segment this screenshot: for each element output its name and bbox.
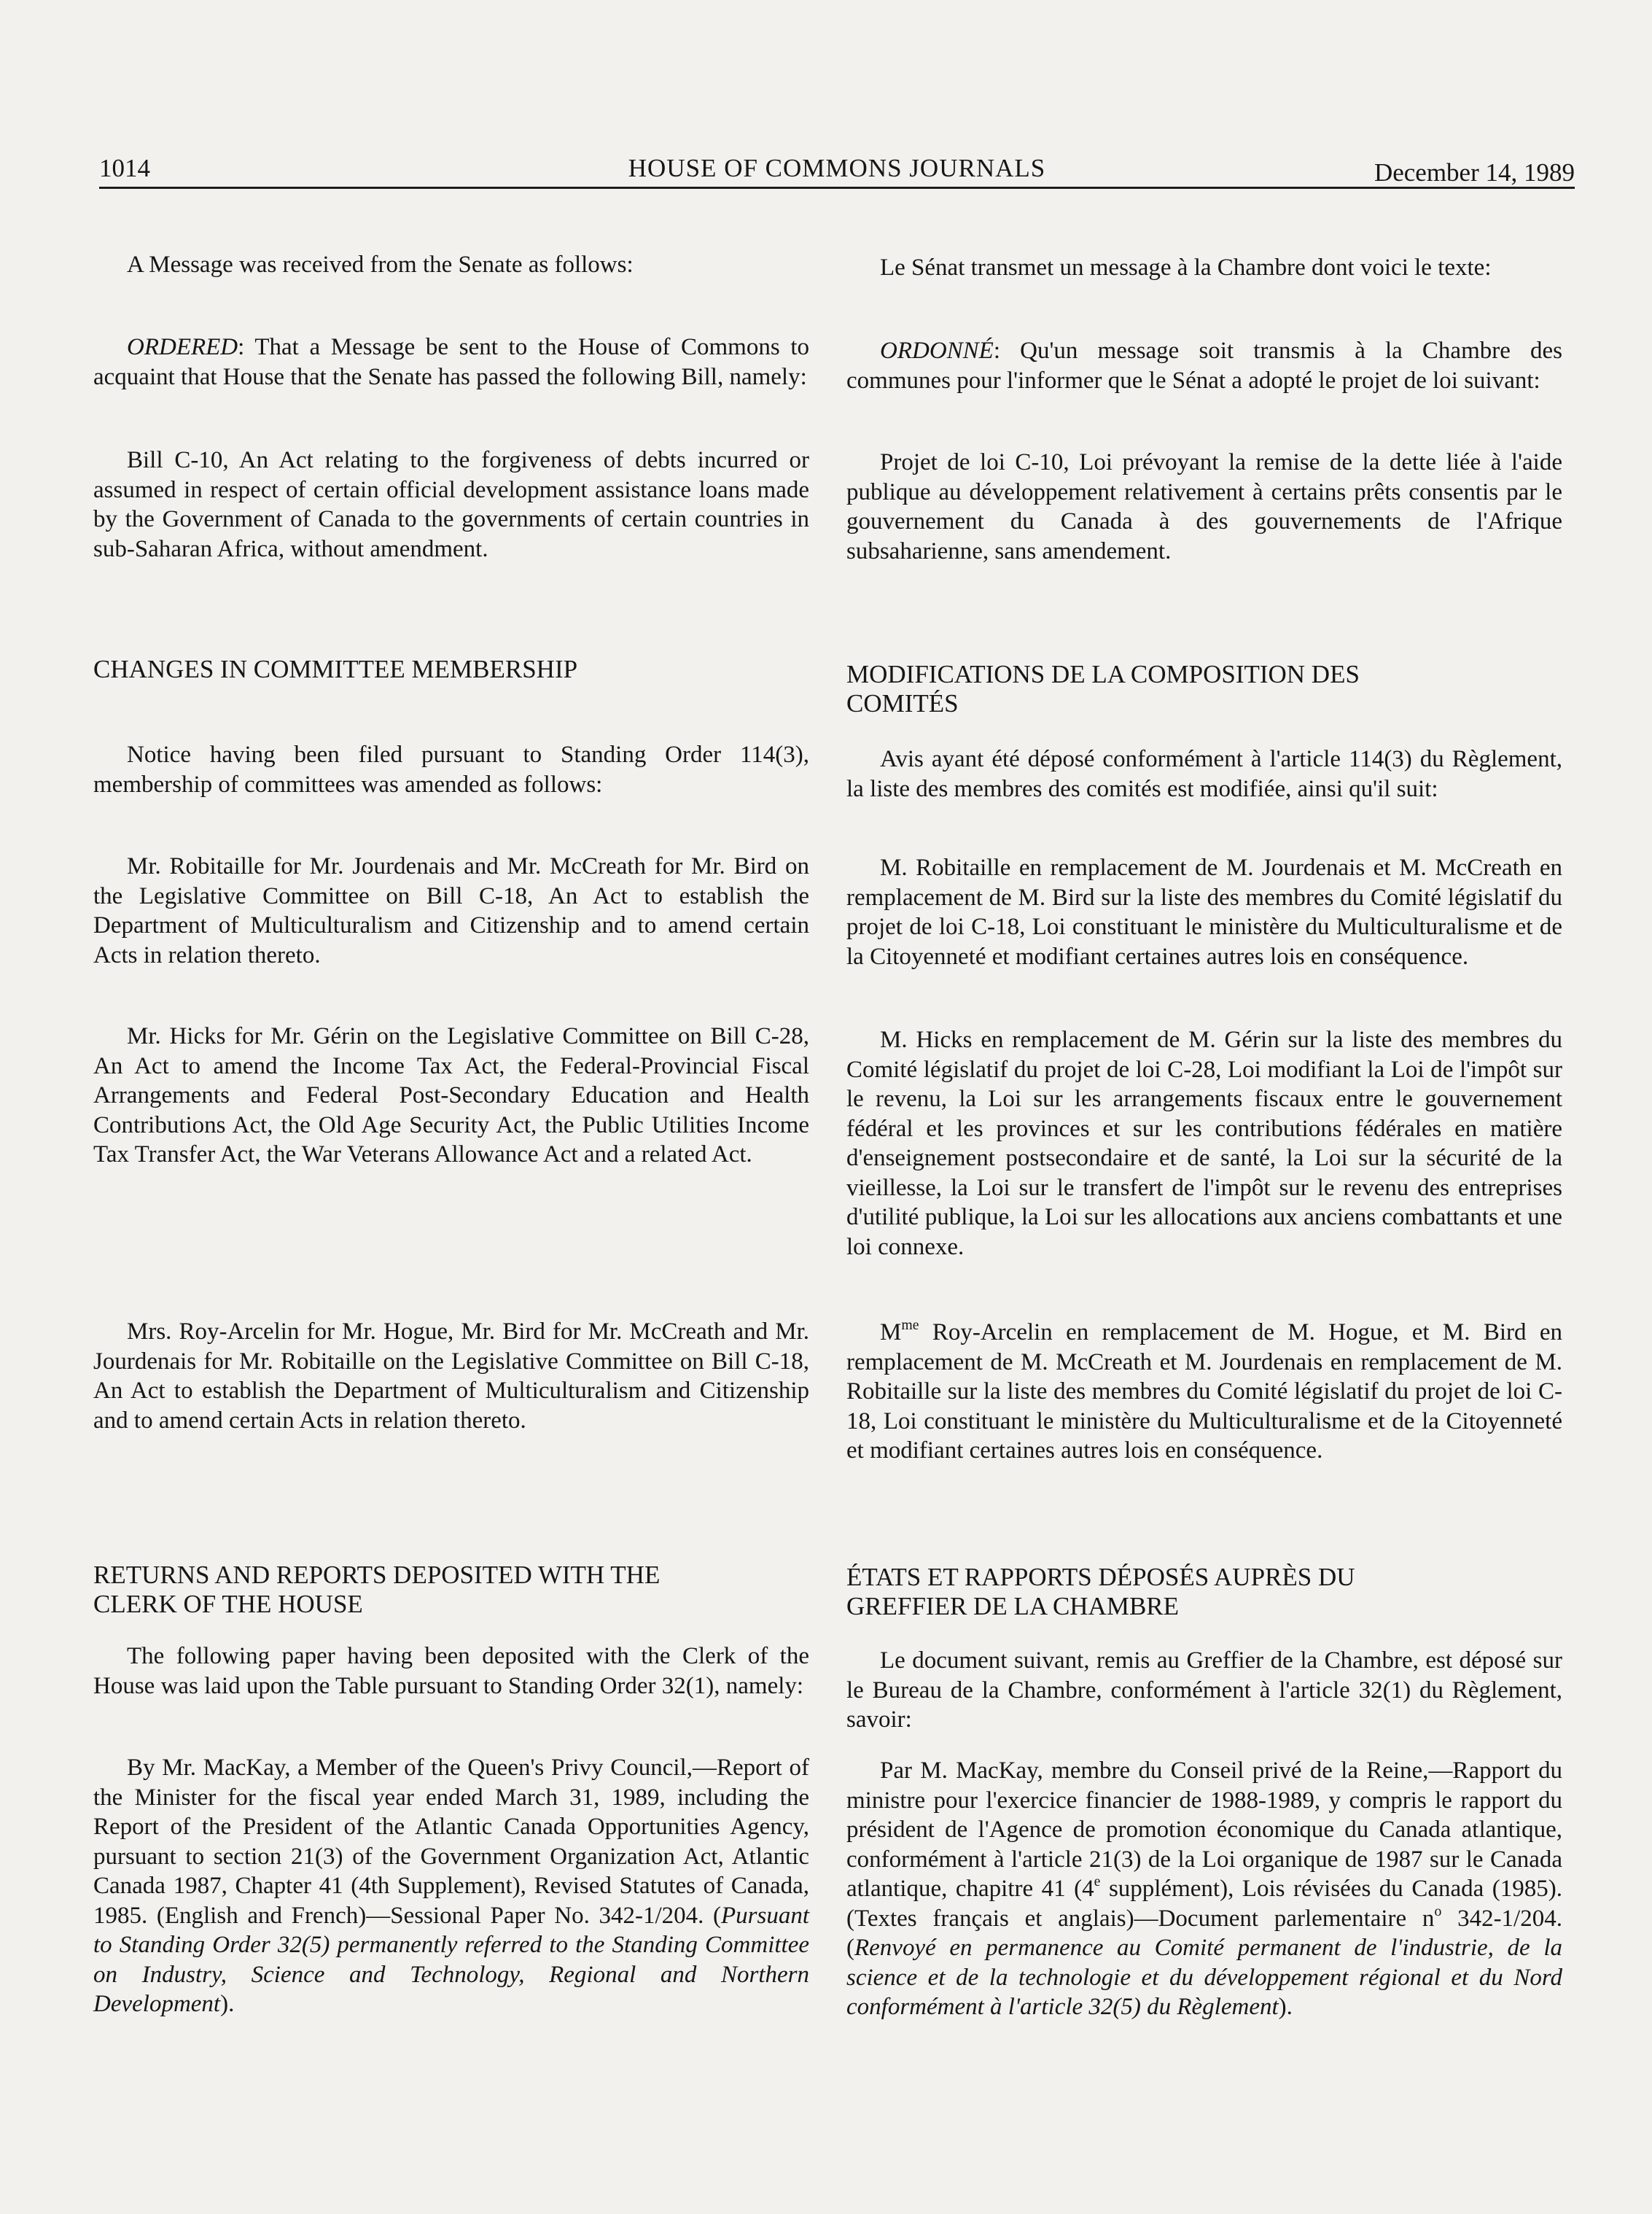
fr-mackay-report [846,1756,1562,2022]
fr-committee-notice: Avis ayant été déposé conformément à l'article 114(3) du Règlement, la liste des membres des comités est modifiée, ainsi qu'il suit: [846,746,1562,802]
en-mackay-report [93,1753,809,2019]
fr-bill-c10: Projet de loi C-10, Loi prévoyant la remise de la dette liée à l'aide publique au développement relativement à certains prêts consentis par le gouvernement du Canada à des gouvernements de l'Afrique subsaharienne, sans amendement. [846,449,1562,564]
fr-committee-heading [846,660,1562,718]
en-committee-change-1: Mr. Robitaille for Mr. Jourdenais and Mr. McCreath for Mr. Bird on the Legislative Committee on Bill C-18, An Act to establish the Department of Multiculturalism and Citizenship and to amend certain Acts in relation thereto. [93,853,809,968]
en-returns-heading-line-1: RETURNS AND REPORTS DEPOSITED WITH THE [93,1561,661,1589]
en-bill-c10: Bill C-10, An Act relating to the forgiveness of debts incurred or assumed in respect of certain official development assistance loans made by the Government of Canada to the governments of certain countries in sub-Saharan Africa, without amendment. [93,447,809,562]
fr-mackay-referral: Renvoyé en permanence au Comité permanent de l'industrie, de la science et de la technologie et du développement régional et du Nord conformément à l'article 32(5) du Règlement [846,1935,1562,2020]
fr-mackay-sup-e: e [1094,1873,1101,1890]
fr-mackay-text-c: 342-1/204. ( [846,1905,1562,1961]
fr-ordonne-paragraph [846,336,1562,395]
fr-committee-heading-line-2: COMITÉS [846,689,959,718]
header-rule [99,187,1575,189]
fr-ordonne-label: ORDONNÉ [880,338,994,364]
en-mackay-text: By Mr. MacKay, a Member of the Queen's Privy Council,—Report of the Minister for the fiscal year ended March 31, 1989, including the Report of the President of the Atlantic Canada Opportunities Agency, pursuant to section 21(3) of the Government Organization Act, Atlantic Canada 1987, Chapter 41 (4th Supplement), Revised Statutes of Canada, 1985. (English and French)—Sessional Paper No. 342-1/204. ( [93,1755,809,1929]
fr-committee-change-3 [846,1318,1562,1466]
fr-madame-m: M [880,1319,902,1345]
journal-title: HOUSE OF COMMONS JOURNALS [628,154,1046,182]
en-committee-heading: CHANGES IN COMMITTEE MEMBERSHIP [93,655,578,683]
en-committee-change-2: Mr. Hicks for Mr. Gérin on the Legislative Committee on Bill C-28, An Act to amend the Income Tax Act, the Federal-Provincial Fiscal Arrangements and Federal Post-Secondary Education and Health Contributions Act, the Old Age Security Act, the Public Utilities Income Tax Transfer Act, the War Veterans Allowance Act and a related Act. [93,1023,809,1168]
en-committee-notice: Notice having been filed pursuant to Standing Order 114(3), membership of committees was amended as follows: [93,742,809,798]
fr-returns-heading-line-1: ÉTATS ET RAPPORTS DÉPOSÉS AUPRÈS DU [846,1563,1355,1591]
en-ordered-label: ORDERED [127,334,238,360]
fr-mackay-sup-o: o [1434,1903,1442,1919]
en-mackay-end: ). [220,1991,235,2017]
fr-madame-sup: me [901,1317,919,1334]
fr-mackay-text-b: supplément), Lois révisées du Canada (1985). (Textes français et anglais)—Document parlementaire n [846,1876,1563,1932]
fr-returns-heading-line-2: GREFFIER DE LA CHAMBRE [846,1592,1180,1620]
en-mackay-referral: Pursuant to Standing Order 32(5) permanently referred to the Standing Committee on Industry, Science and Technology, Regional and Northern Development [93,1902,809,2017]
fr-mackay-text-a: Par M. MacKay, membre du Conseil privé de la Reine,—Rapport du ministre pour l'exercice financier de 1988-1989, y compris le rapport du président de l'Agence de promotion économique du Canada atlantique, conformément à l'article 21(3) de la Loi organique de 1987 sur le Canada atlantique, chapitre 41 (4 [846,1757,1562,1902]
fr-committee-heading-line-1: MODIFICATIONS DE LA COMPOSITION DES [846,660,1360,688]
en-returns-heading [93,1561,809,1619]
en-returns-intro: The following paper having been deposited with the Clerk of the House was laid upon the Table pursuant to Standing Order 32(1), namely: [93,1643,809,1699]
journal-date: December 14, 1989 [1374,158,1575,187]
fr-ordonne-text: : Qu'un message soit transmis à la Chambre des communes pour l'informer que le Sénat a adopté le projet de loi suivant: [846,338,1562,394]
fr-mackay-end: ). [1278,1994,1293,2020]
page-number: 1014 [99,154,150,182]
running-head [99,150,1575,187]
en-ordered-text: : That a Message be sent to the House of Commons to acquaint that House that the Senate has passed the following Bill, namely: [93,334,809,390]
fr-senate-intro: Le Sénat transmet un message à la Chambre dont voici le texte: [880,255,1492,281]
fr-committee-change-2: M. Hicks en remplacement de M. Gérin sur la liste des membres du Comité législatif du projet de loi C-28, Loi modifiant la Loi de l'impôt sur le revenu, la Loi sur les arrangements fiscaux entre le gouvernement fédéral et les provinces et sur les contributions fédérales en matière d'enseignement postsecondaire et de santé, la Loi sur la sécurité de la vieillesse, la Loi sur le transfert de l'impôt sur le revenu des entreprises d'utilité publique, la Loi sur les allocations aux anciens combattants et une loi connexe. [846,1027,1562,1260]
en-returns-heading-line-2: CLERK OF THE HOUSE [93,1590,363,1618]
en-ordered-paragraph [93,333,809,392]
en-committee-change-3: Mrs. Roy-Arcelin for Mr. Hogue, Mr. Bird for Mr. McCreath and Mr. Jourdenais for Mr. Robitaille on the Legislative Committee on Bill C-18, An Act to establish the Department of Multiculturalism and Citizenship and to amend certain Acts in relation thereto. [93,1318,809,1434]
en-senate-intro: A Message was received from the Senate as follows: [127,252,634,278]
fr-returns-intro: Le document suivant, remis au Greffier de la Chambre, est déposé sur le Bureau de la Chambre, conformément à l'article 32(1) du Règlement, savoir: [846,1647,1562,1733]
fr-committee-change-3-text: Roy-Arcelin en remplacement de M. Hogue, et M. Bird en remplacement de M. McCreath et M. Jourdenais en remplacement de M. Robitaille sur la liste des membres du Comité législatif du projet de loi C-18, Loi constituant le ministère du Multiculturalisme et de la Citoyenneté et modifiant certaines autres lois en conséquence. [846,1319,1562,1464]
fr-returns-heading [846,1563,1562,1621]
fr-committee-change-1: M. Robitaille en remplacement de M. Jourdenais et M. McCreath en remplacement de M. Bird sur la liste des membres du Comité législatif du projet de loi C-18, Loi constituant le ministère du Multiculturalisme et de la Citoyenneté et modifiant certaines autres lois en conséquence. [846,855,1562,970]
